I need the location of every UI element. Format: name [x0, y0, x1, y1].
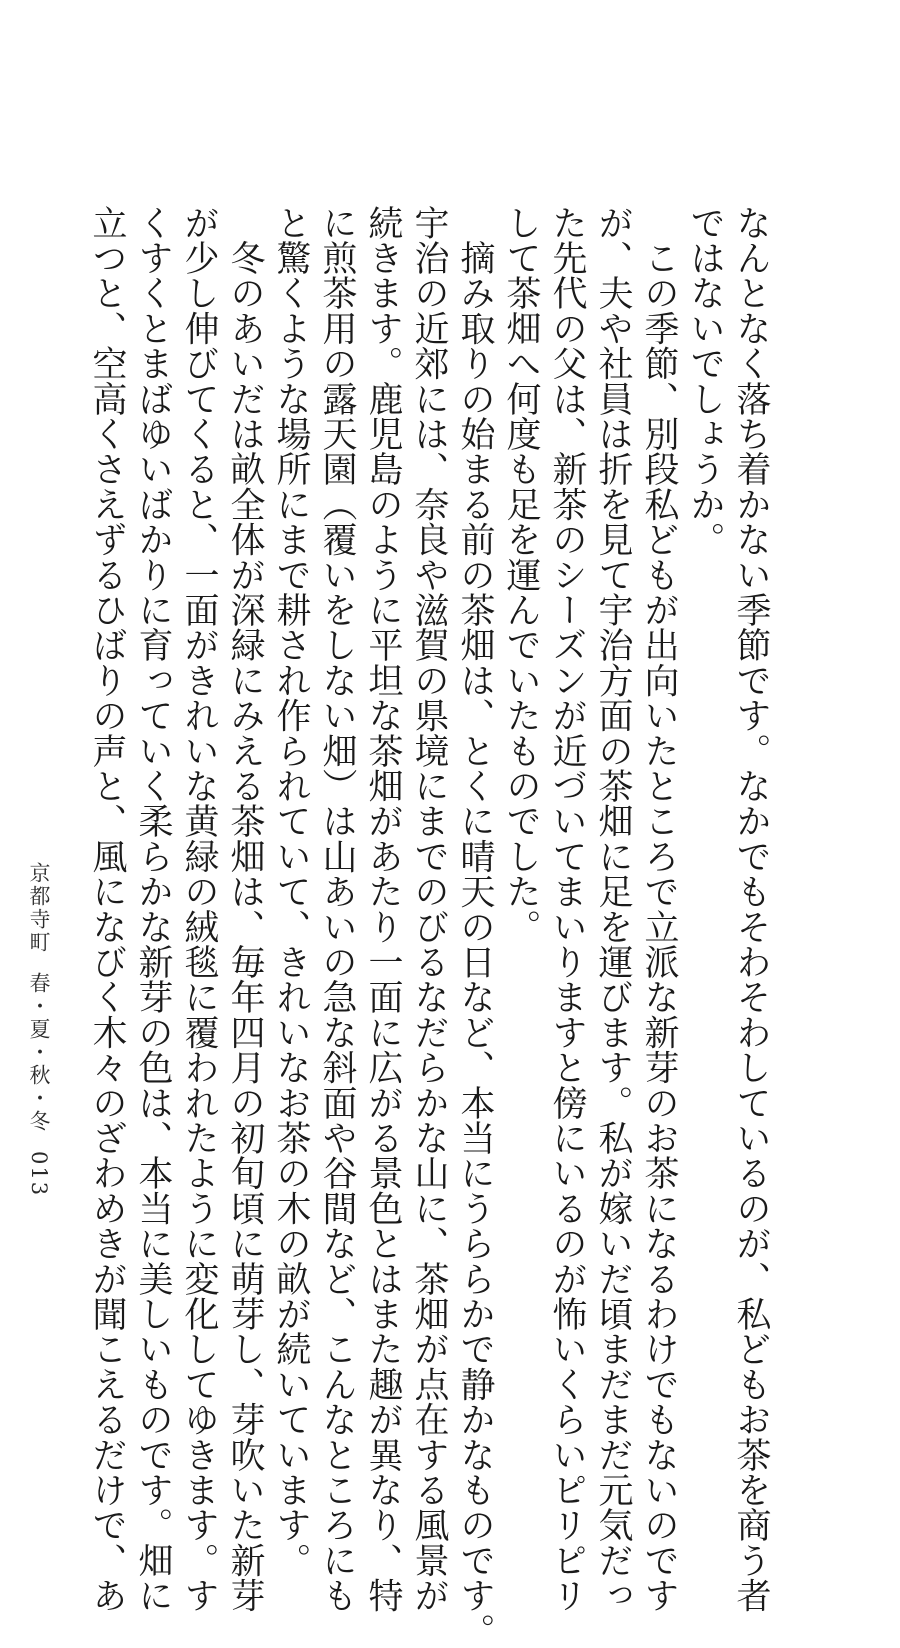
text-line: なんとなく落ち着かない季節です。なかでもそわそわしているのが、私どもお茶を商う者 — [731, 205, 771, 1613]
text-line: 立つと、空高くさえずるひばりの声と、風になびく木々のざわめきが聞こえるだけで、あ — [87, 205, 127, 1613]
text-line: に煎茶用の露天園（覆いをしない畑）は山あいの急な斜面や谷間など、こんなところにも — [317, 205, 357, 1613]
text-line: が少し伸びてくると、一面がきれいな黄緑の絨毯に覆われたように変化してゆきます。す — [179, 205, 219, 1613]
body-text — [84, 205, 774, 1648]
text-line: 摘み取りの始まる前の茶畑は、とくに晴天の日など、本当にうららかで静かなものです。 — [455, 205, 495, 1648]
text-line: た先代の父は、新茶のシーズンが近づいてまいりますと傍にいるのが怖いくらいピリピリ — [547, 205, 587, 1613]
text-line: して茶畑へ何度も足を運んでいたものでした。 — [501, 205, 541, 945]
text-line: 冬のあいだは畝全体が深緑にみえる茶畑は、毎年四月の初旬頃に萌芽し、芽吹いた新芽 — [225, 205, 265, 1613]
text-line: 宇治の近郊には、奈良や滋賀の県境にまでのびるなだらかな山に、茶畑が点在する風景が — [409, 205, 449, 1613]
page-footer — [24, 862, 54, 1198]
book-seasons: 春・夏・秋・冬 — [27, 972, 51, 1133]
text-line: くすくとまばゆいばかりに育っていく柔らかな新芽の色は、本当に美しいものです。畑に — [133, 205, 173, 1613]
text-line: 続きます。鹿児島のように平坦な茶畑があたり一面に広がる景色とはまた趣が異なり、特 — [363, 205, 403, 1613]
book-title: 京都寺町 — [27, 862, 51, 954]
text-line: ではないでしょうか。 — [685, 205, 725, 557]
page-number: 013 — [27, 1151, 51, 1198]
text-line: と驚くような場所にまで耕され作られていて、きれいなお茶の木の畝が続いています。 — [271, 205, 311, 1578]
text-line: この季節、別段私どもが出向いたところで立派な新芽のお茶になるわけでもないのです — [639, 205, 679, 1613]
text-line: が、夫や社員は折を見て宇治方面の茶畑に足を運びます。私が嫁いだ頃まだまだ元気だっ — [593, 205, 633, 1613]
